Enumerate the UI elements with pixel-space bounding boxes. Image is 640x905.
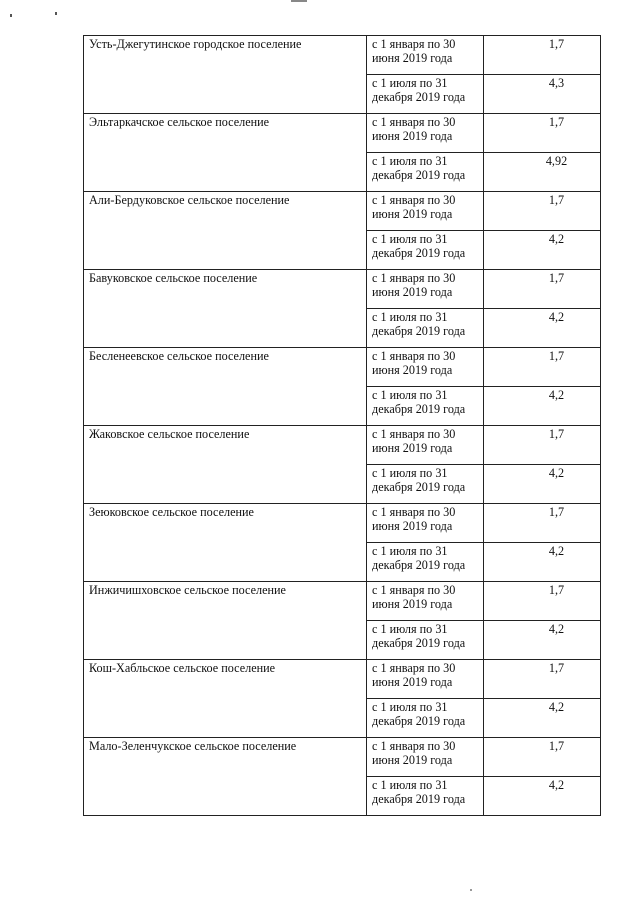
rate-value: 4,2 xyxy=(548,700,565,714)
rate-cell xyxy=(484,270,601,309)
period-cell: с 1 января по 30 июня 2019 года xyxy=(367,504,484,543)
table-row xyxy=(84,114,601,153)
rate-cell xyxy=(484,504,601,543)
table-row xyxy=(84,426,601,465)
rate-value: 4,2 xyxy=(548,388,565,402)
rate-cell xyxy=(484,621,601,660)
period-cell: с 1 июля по 31 декабря 2019 года xyxy=(367,465,484,504)
settlement-name-cell: Кош-Хабльское сельское поселение xyxy=(84,660,367,738)
rate-cell xyxy=(484,192,601,231)
scan-speck xyxy=(291,0,307,2)
table-row xyxy=(84,660,601,699)
rate-value: 1,7 xyxy=(548,115,565,129)
rate-value: 1,7 xyxy=(548,583,565,597)
rate-cell xyxy=(484,426,601,465)
settlement-name-cell: Мало-Зеленчукское сельское поселение xyxy=(84,738,367,816)
scan-speck xyxy=(10,14,12,17)
table-row xyxy=(84,582,601,621)
tariff-table-body xyxy=(84,36,601,816)
table-row xyxy=(84,36,601,75)
rate-cell xyxy=(484,660,601,699)
rate-cell xyxy=(484,777,601,816)
rate-value: 1,7 xyxy=(548,505,565,519)
settlement-name-cell: Али-Бердуковское сельское поселение xyxy=(84,192,367,270)
settlement-name-cell: Жаковское сельское поселение xyxy=(84,426,367,504)
period-cell: с 1 июля по 31 декабря 2019 года xyxy=(367,75,484,114)
period-cell: с 1 июля по 31 декабря 2019 года xyxy=(367,699,484,738)
rate-value: 4,2 xyxy=(548,466,565,480)
rate-value: 1,7 xyxy=(548,427,565,441)
period-cell: с 1 января по 30 июня 2019 года xyxy=(367,738,484,777)
table-row xyxy=(84,738,601,777)
rate-value: 4,2 xyxy=(548,622,565,636)
rate-value: 4,2 xyxy=(548,544,565,558)
rate-cell xyxy=(484,582,601,621)
rate-cell xyxy=(484,738,601,777)
period-cell: с 1 января по 30 июня 2019 года xyxy=(367,36,484,75)
period-cell: с 1 июля по 31 декабря 2019 года xyxy=(367,153,484,192)
table-row xyxy=(84,348,601,387)
rate-value: 1,7 xyxy=(548,739,565,753)
rate-cell xyxy=(484,543,601,582)
rate-value: 4,3 xyxy=(548,76,565,90)
scan-speck xyxy=(55,12,57,15)
rate-value: 1,7 xyxy=(548,37,565,51)
tariff-table xyxy=(83,35,601,816)
rate-value: 1,7 xyxy=(548,661,565,675)
rate-value: 4,92 xyxy=(545,154,568,168)
rate-cell xyxy=(484,36,601,75)
rate-value: 1,7 xyxy=(548,193,565,207)
rate-value: 4,2 xyxy=(548,310,565,324)
table-row xyxy=(84,192,601,231)
table-row xyxy=(84,504,601,543)
period-cell: с 1 июля по 31 декабря 2019 года xyxy=(367,777,484,816)
table-row xyxy=(84,270,601,309)
period-cell: с 1 января по 30 июня 2019 года xyxy=(367,114,484,153)
rate-cell xyxy=(484,465,601,504)
rate-value: 1,7 xyxy=(548,271,565,285)
rate-value: 4,2 xyxy=(548,232,565,246)
rate-value: 1,7 xyxy=(548,349,565,363)
settlement-name-cell: Усть-Джегутинское городское поселение xyxy=(84,36,367,114)
period-cell: с 1 января по 30 июня 2019 года xyxy=(367,192,484,231)
rate-cell xyxy=(484,348,601,387)
scan-speck xyxy=(470,889,472,891)
settlement-name-cell: Инжичишховское сельское поселение xyxy=(84,582,367,660)
rate-cell xyxy=(484,387,601,426)
period-cell: с 1 июля по 31 декабря 2019 года xyxy=(367,387,484,426)
rate-value: 4,2 xyxy=(548,778,565,792)
settlement-name-cell: Бавуковское сельское поселение xyxy=(84,270,367,348)
settlement-name-cell: Бесленеевское сельское поселение xyxy=(84,348,367,426)
settlement-name-cell: Эльтаркачское сельское поселение xyxy=(84,114,367,192)
rate-cell xyxy=(484,309,601,348)
settlement-name-cell: Зеюковское сельское поселение xyxy=(84,504,367,582)
rate-cell xyxy=(484,231,601,270)
rate-cell xyxy=(484,114,601,153)
rate-cell xyxy=(484,75,601,114)
period-cell: с 1 июля по 31 декабря 2019 года xyxy=(367,543,484,582)
rate-cell xyxy=(484,699,601,738)
period-cell: с 1 января по 30 июня 2019 года xyxy=(367,348,484,387)
period-cell: с 1 июля по 31 декабря 2019 года xyxy=(367,309,484,348)
period-cell: с 1 января по 30 июня 2019 года xyxy=(367,660,484,699)
period-cell: с 1 июля по 31 декабря 2019 года xyxy=(367,231,484,270)
period-cell: с 1 января по 30 июня 2019 года xyxy=(367,426,484,465)
period-cell: с 1 января по 30 июня 2019 года xyxy=(367,582,484,621)
period-cell: с 1 января по 30 июня 2019 года xyxy=(367,270,484,309)
period-cell: с 1 июля по 31 декабря 2019 года xyxy=(367,621,484,660)
rate-cell xyxy=(484,153,601,192)
